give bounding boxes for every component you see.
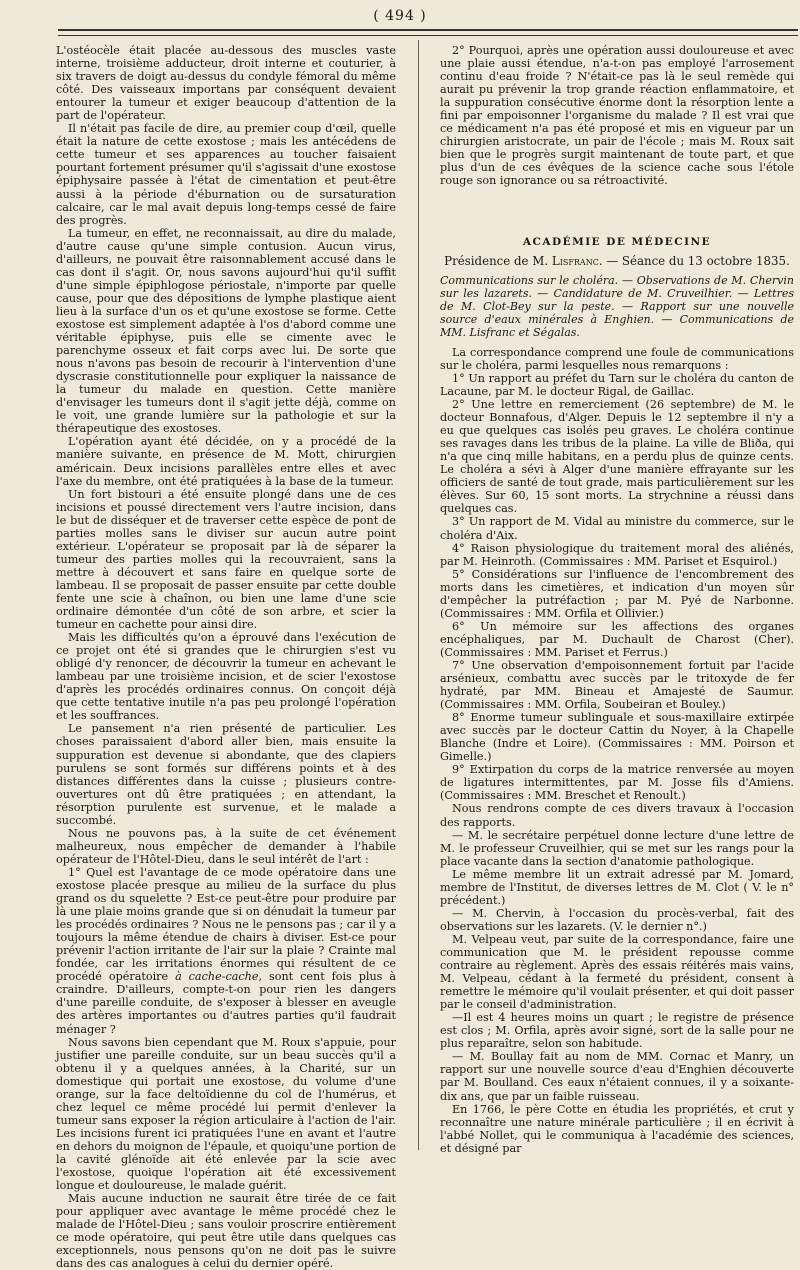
paragraph: 7° Une observation d'empoisonnement fortuit par l'acide arsénieux, combattu avec succès par le tritoxyde de fer hydraté, par MM. Bineau et Amajesté de Saumur. (Commissaires : MM. Orfila, Soubeiran et Bouley.) (440, 658, 794, 712)
paragraph: Le même membre lit un extrait adressé par M. Jomard, membre de l'Institut, de diverses lettres de M. Clot ( V. le n° précédent.) (440, 867, 794, 907)
paragraph: — M. le secrétaire perpétuel donne lecture d'une lettre de M. le professeur Cruveilhier, qui se met sur les rangs pour la place vacante dans la section d'anatomie pathologique. (440, 828, 794, 868)
paragraph: 6° Un mémoire sur les affections des organes encéphaliques, par M. Duchault de Charost (Cher). (Commissaires : MM. Pariset et Ferrus.) (440, 619, 794, 659)
paragraph: 9° Extirpation du corps de la matrice renversée au moyen de ligatures intermittentes, par M. Josse fils d'Amiens. (Commissaires : MM. Breschet et Renoult.) (440, 763, 794, 803)
session-prefix: Présidence de M. (444, 253, 552, 268)
paragraph: Mais aucune induction ne saurait être tirée de ce fait pour appliquer avec avantage le même procédé chez le malade de l'Hôtel-Dieu ; sans vouloir proscrire entièrement ce mode opératoire, qui peut être utile dans quelques cas exceptionnels, nous pensons qu'on ne doit pas le suivre dans des cas analogues à celui du dernier opéré. (56, 1192, 396, 1270)
paragraph: Nous rendrons compte de ces divers travaux à l'occasion des rapports. (440, 802, 794, 829)
paragraph: Nous savons bien cependant que M. Roux s'appuie, pour justifier une pareille conduite, sur un beau succès qu'il a obtenu il y a quelques années, à la Charité, sur un domestique qui portait une exostose, du volume d'une orange, sur la face deltoïdienne du col de l'humérus, et chez lequel ce même procédé lui permit d'enlever la tumeur sans exposer la région articulaire à l'action de l'air. Les incisions furent ici pratiquées l'une en avant et l'autre en dehors du moignon de l'épaule, et quoiqu'une portion de la cavité glénoïde ait été enlevée par la scie avec l'exostose, quoique l'opération ait été excessivement longue et douloureuse, le malade guérit. (56, 1035, 396, 1193)
paragraph: La correspondance comprend une foule de communications sur le choléra, parmi lesquelles nous remarquons : (440, 345, 794, 372)
right-column (440, 44, 794, 1155)
paragraph: — M. Chervin, à l'occasion du procès-verbal, fait des observations sur les lazarets. (V. le dernier n°.) (440, 906, 794, 933)
left-column (56, 44, 396, 1270)
paragraph: Il n'était pas facile de dire, au premier coup d'œil, quelle était la nature de cette exostose ; mais les antécédens de cette tumeur et ses apparences au toucher faisaient pourtant fortement présumer qu'il s'agissait d'une exostose épiphysaire passée à l'état de cimentation et peut-être aussi à la période d'éburnation ou de sursaturation calcaire, car le mal avait depuis long-temps cessé de faire des progrès. (56, 122, 396, 227)
paragraph: —Il est 4 heures moins un quart ; le registre de présence est clos ; M. Orfila, après avoir signé, sort de la salle pour ne plus reparaître, selon son habitude. (440, 1011, 794, 1051)
column-divider (418, 40, 419, 1150)
session-president: Lisfranc (551, 253, 599, 268)
paragraph: 8° Enorme tumeur sublinguale et sous-maxillaire extirpée avec succès par le docteur Cattin du Noyer, à la Chapelle Blanche (Indre et Loire). (Commissaires : MM. Poirson et Gimelle.) (440, 711, 794, 764)
paragraph: Un fort bistouri a été ensuite plongé dans une de ces incisions et poussé directement vers l'autre incision, dans le but de disséquer et de traverser cette espèce de pont de parties molles sans le diviser sur aucun autre point extérieur. L'opérateur se proposait par là de séparer la tumeur des parties molles qui la recouvraient, sans la mettre à découvert et sans faire en quelque sorte de lambeau. Il se proposait de passer ensuite par cette double fente une scie à chaînon, ou bien une lame d'une scie ordinaire démontée d'un côté de son arbre, et scier la tumeur en cachette pour ainsi dire. (56, 487, 396, 632)
session-suffix: . — Séance du 13 octobre 1835. (598, 253, 790, 268)
paragraph: 1° Quel est l'avantage de ce mode opératoire dans une exostose placée presque au milieu de la surface du plus grand os du squelette ? Est-ce peut-être pour produire par là une plaie moins grande que si on dénudait la tumeur par les procédés ordinaires ? Nous ne le pensons pas ; car il y a toujours la même étendue de chairs à diviser. Est-ce pour prévenir l'action irritante de l'air sur la plaie ? Crainte mal fondée, car les irritations énormes qui résultent de ce procédé opératoire à cache-cache, sont cent fois plus à craindre. D'ailleurs, compte-t-on pour rien les dangers d'une pareille conduite, de s'exposer à blesser en aveugle des artères importantes ou d'autres parties qu'il faudrait ménager ? (56, 865, 397, 1036)
paragraph: Le pansement n'a rien présenté de particulier. Les choses paraissaient d'abord aller bien, mais ensuite la suppuration est devenue si abondante, que des clapiers purulens se sont formés sur différens points et à des distances différentes dans la cuisse ; plusieurs contre-ouvertures ont dû être pratiquées ; en attendant, la résorption purulente est survenue, et le malade a succombé. (56, 722, 396, 827)
paragraph: L'opération ayant été décidée, on y a procédé de la manière suivante, en présence de M. Mott, chirurgien américain. Deux incisions parallèles entre elles et avec l'axe du membre, ont été pratiquées à la base de la tumeur. (56, 435, 396, 488)
paragraph: En 1766, le père Cotte en étudia les propriétés, et crut y reconnaître une nature minérale particulière ; il en écrivit à l'abbé Nollet, qui le communiqua à l'académie des sciences, et désigné par (440, 1102, 794, 1155)
paragraph: 1° Un rapport au préfet du Tarn sur le choléra du canton de Lacaune, par M. le docteur Rigal, de Gaillac. (440, 371, 794, 398)
paragraph: — M. Boullay fait au nom de MM. Cornac et Manry, un rapport sur une nouvelle source d'eau d'Enghien découverte par M. Boulland. Ces eaux n'étaient connues, il y a soixante-dix ans, que par un faible ruisseau. (440, 1050, 794, 1103)
paragraph: 2° Pourquoi, après une opération aussi douloureuse et avec une plaie aussi étendue, n'a-t-on pas employé l'arrosement continu d'eau froide ? N'était-ce pas là le seul remède qui aurait pu prévenir la trop grande réaction enflammatoire, et la suppuration consécutive énorme dont la résorption lente a fini par empoisonner l'organisme du malade ? Il est vrai que ce médicament n'a pas été proposé et mis en vigueur par un chirurgien aristocrate, un pair de l'école ; mais M. Roux sait bien que le progrès surgit maintenant de toute part, et que plus d'un de ces évêques de la science cache sous l'étole rouge son ignorance ou sa rétroactivité. (440, 44, 794, 188)
session-header (440, 255, 794, 268)
paragraph: L'ostéocèle était placée au-dessous des muscles vaste interne, troisième adducteur, droit interne et couturier, à six travers de doigt au-dessus du condyle fémoral du même côté. Des vaisseaux importans par conséquent devaient entourer la tumeur et exiger beaucoup d'attention de la part de l'opérateur. (56, 44, 396, 123)
paragraph: 4° Raison physiologique du traitement moral des aliénés, par M. Heinroth. (Commissaires : MM. Pariset et Esquirol.) (440, 541, 794, 568)
paragraph: La tumeur, en effet, ne reconnaissait, au dire du malade, d'autre cause qu'une simple contusion. Aucun virus, d'ailleurs, ne pouvait être raisonnablement accusé dans le cas dont il s'agit. Or, nous savons aujourd'hui qu'il suffit d'une simple épiphlogose périostale, n'importe par quelle cause, pour que des dépositions de lymphe plastique aient lieu à la surface d'un os et qu'une exostose se forme. Cette exostose est simplement adaptée à l'os d'abord comme une véritable épiphyse, puis elle se cimente avec le parenchyme osseux et fait corps avec lui. De sorte que nous n'avons pas besoin de recourir à l'intervention d'une dyscrasie constitutionnelle pour expliquer la naissance de la tumeur du malade en question. Cette manière d'envisager les tumeurs dont il s'agit jette déjà, comme on le voit, une grande lumière sur la pathologie et sur la thérapeutique des exostoses. (56, 226, 396, 436)
paragraph: Nous ne pouvons pas, à la suite de cet événement malheureux, nous empêcher de demander à l'habile opérateur de l'Hôtel-Dieu, dans le seul intérêt de l'art : (56, 826, 396, 866)
paragraph: 2° Une lettre en remerciement (26 septembre) de M. le docteur Bonnafous, d'Alger. Depuis le 12 septembre il n'y a eu que quelques cas isolés peu graves. Le choléra continue ses ravages dans les tribus de la plaine. La ville de Bliða, qui n'a que cinq mille habitans, en a perdu plus de quinze cents. Le choléra a sévi à Alger d'une manière effrayante sur les officiers de santé de tout grade, mais particulièrement sur les élèves. Sur 60, 15 sont morts. La strychnine a réussi dans quelques cas. (440, 398, 794, 516)
paragraph: Mais les difficultés qu'on a éprouvé dans l'exécution de ce projet ont été si grandes que le chirurgien s'est vu obligé d'y renoncer, de découvrir la tumeur en achevant le lambeau par une troisième incision, et de scier l'exostose d'après les procédés ordinaires connus. On conçoit déjà que cette tentative inutile n'a pas peu prolongé l'opération et les souffrances. (56, 631, 396, 723)
paragraph: M. Velpeau veut, par suite de la correspondance, faire une communication que M. le président repousse comme contraire au règlement. Après des essais réitérés mais vains, M. Velpeau, cédant à la fermeté du président, consent à remettre le mémoire qu'il voulait présenter, et qui doit passer par le conseil d'administration. (440, 932, 794, 1012)
paragraph: 5° Considérations sur l'influence de l'encombrement des morts dans les cimetières, et indication d'un moyen sûr d'empêcher la putréfaction ; par M. Pyé de Narbonne. (Commissaires : MM. Orfila et Ollivier.) (440, 567, 794, 620)
section-title: ACADÉMIE DE MÉDECINE (522, 235, 712, 248)
header-rule (58, 29, 798, 36)
page-number: ( 494 ) (373, 8, 427, 24)
paragraph: 3° Un rapport de M. Vidal au ministre du commerce, sur le choléra d'Aix. (440, 515, 794, 542)
session-summary: Communications sur le choléra. — Observations de M. Chervin sur les lazarets. — Candidature de M. Cruveilhier. — Lettres de M. Clot-Bey sur la peste. — Rapport sur une nouvelle source d'eaux minérales à Enghien. — Communications de MM. Lisfranc et Ségalas. (440, 273, 794, 339)
